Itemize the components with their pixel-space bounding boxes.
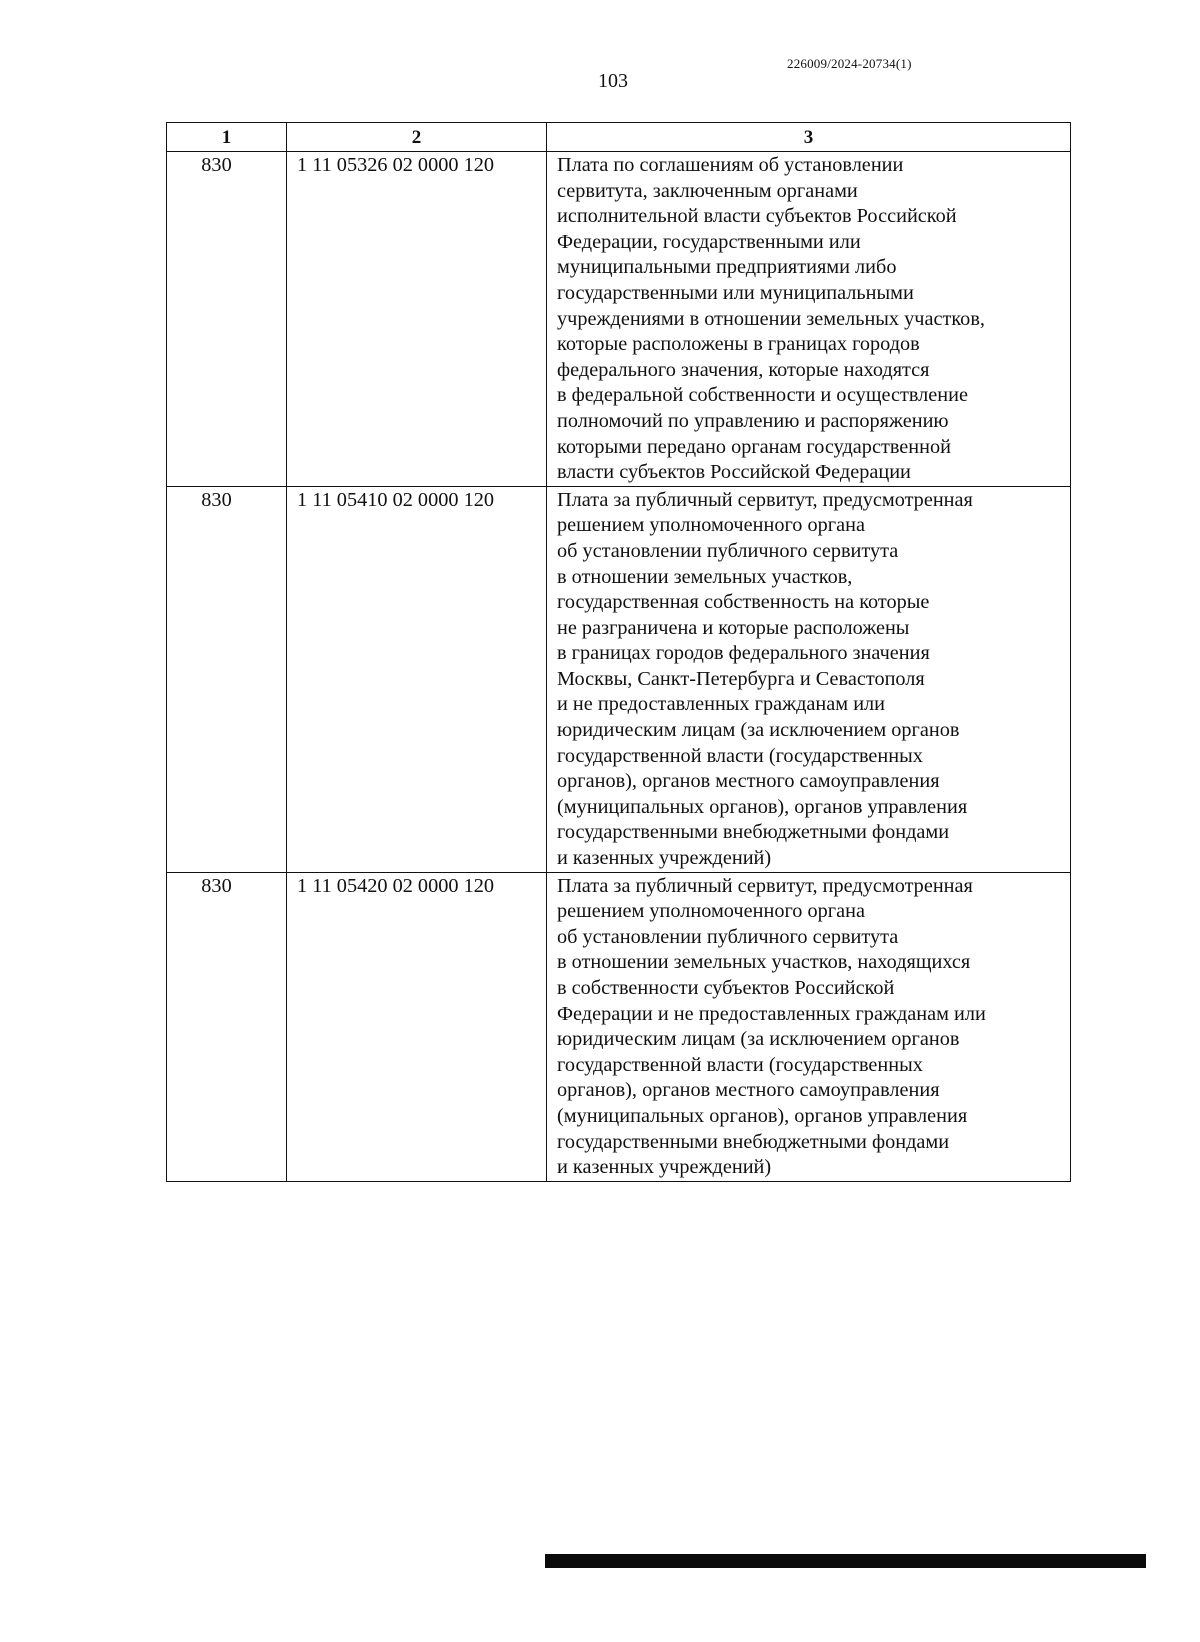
- table-header: [167, 123, 1071, 152]
- description-line: юридическим лицам (за исключением органов: [557, 1028, 960, 1051]
- description-line: (муниципальных органов), органов управления: [557, 1104, 968, 1127]
- page-number: 103: [598, 70, 628, 92]
- kbk-code-cell: 1 11 05420 02 0000 120: [287, 872, 547, 1181]
- description-line: органов), органов местного самоуправления: [557, 1079, 940, 1102]
- header-column-2: 2: [287, 123, 547, 152]
- description-cell: [547, 486, 1071, 872]
- description-line: в границах городов федерального значения: [557, 642, 930, 665]
- budget-codes-table-container: [166, 122, 1070, 1182]
- description-line: решением уполномоченного органа: [557, 514, 865, 537]
- budget-codes-table: [166, 122, 1071, 1182]
- description-line: в федеральной собственности и осуществление: [557, 384, 968, 407]
- description-line: и казенных учреждений): [557, 1156, 772, 1179]
- description-line: Плата за публичный сервитут, предусмотренная: [557, 488, 973, 511]
- description-line: власти субъектов Российской Федерации: [557, 461, 911, 484]
- table-body: [167, 152, 1071, 1182]
- description-line: которые расположены в границах городов: [557, 333, 920, 356]
- description-line: учреждениями в отношении земельных участков,: [557, 307, 985, 330]
- description-line: Москвы, Санкт-Петербурга и Севастополя: [557, 667, 925, 690]
- scan-edge-bar: [545, 1554, 1146, 1568]
- description-line: федерального значения, которые находятся: [557, 358, 930, 381]
- header-column-3: 3: [547, 123, 1071, 152]
- table-row: [167, 872, 1071, 1181]
- description-line: в отношении земельных участков,: [557, 565, 853, 588]
- description-line: Плата по соглашениям об установлении: [557, 154, 904, 176]
- description-line: Плата за публичный сервитут, предусмотренная: [557, 874, 973, 897]
- description-line: полномочий по управлению и распоряжению: [557, 409, 949, 432]
- admin-code-cell: 830: [167, 486, 287, 872]
- admin-code-cell: 830: [167, 872, 287, 1181]
- description-line: решением уполномоченного органа: [557, 900, 865, 923]
- description-line: и казенных учреждений): [557, 847, 772, 870]
- table-row: [167, 152, 1071, 487]
- table-row: [167, 486, 1071, 872]
- description-line: государственными внебюджетными фондами: [557, 1130, 950, 1153]
- document-registration-number: 226009/2024-20734(1): [787, 56, 912, 71]
- kbk-code-cell: 1 11 05326 02 0000 120: [287, 152, 547, 487]
- description-line: в отношении земельных участков, находящихся: [557, 951, 971, 974]
- description-line: в собственности субъектов Российской: [557, 977, 895, 999]
- description-line: Федерации, государственными или: [557, 230, 861, 253]
- description-line: которыми передано органам государственной: [557, 435, 951, 458]
- description-line: государственными внебюджетными фондами: [557, 821, 950, 844]
- description-line: (муниципальных органов), органов управления: [557, 795, 968, 818]
- description-line: государственной власти (государственных: [557, 744, 923, 767]
- description-line: Федерации и не предоставленных гражданам или: [557, 1002, 986, 1025]
- description-line: и не предоставленных гражданам или: [557, 693, 886, 716]
- description-line: юридическим лицам (за исключением органов: [557, 719, 960, 742]
- admin-code-cell: 830: [167, 152, 287, 487]
- description-line: об установлении публичного сервитута: [557, 539, 899, 562]
- header-column-1: 1: [167, 123, 287, 152]
- table-header-row: [167, 123, 1071, 152]
- description-line: органов), органов местного самоуправления: [557, 770, 940, 793]
- description-cell: [547, 872, 1071, 1181]
- description-line: не разграничена и которые расположены: [557, 616, 910, 639]
- description-cell: [547, 152, 1071, 487]
- kbk-code-cell: 1 11 05410 02 0000 120: [287, 486, 547, 872]
- description-line: сервитута, заключенным органами: [557, 179, 858, 202]
- description-line: государственными или муниципальными: [557, 281, 914, 304]
- description-line: об установлении публичного сервитута: [557, 925, 899, 948]
- description-line: муниципальными предприятиями либо: [557, 256, 897, 279]
- description-line: государственной власти (государственных: [557, 1053, 923, 1076]
- description-line: государственная собственность на которые: [557, 591, 930, 614]
- description-line: исполнительной власти субъектов Российской: [557, 205, 957, 228]
